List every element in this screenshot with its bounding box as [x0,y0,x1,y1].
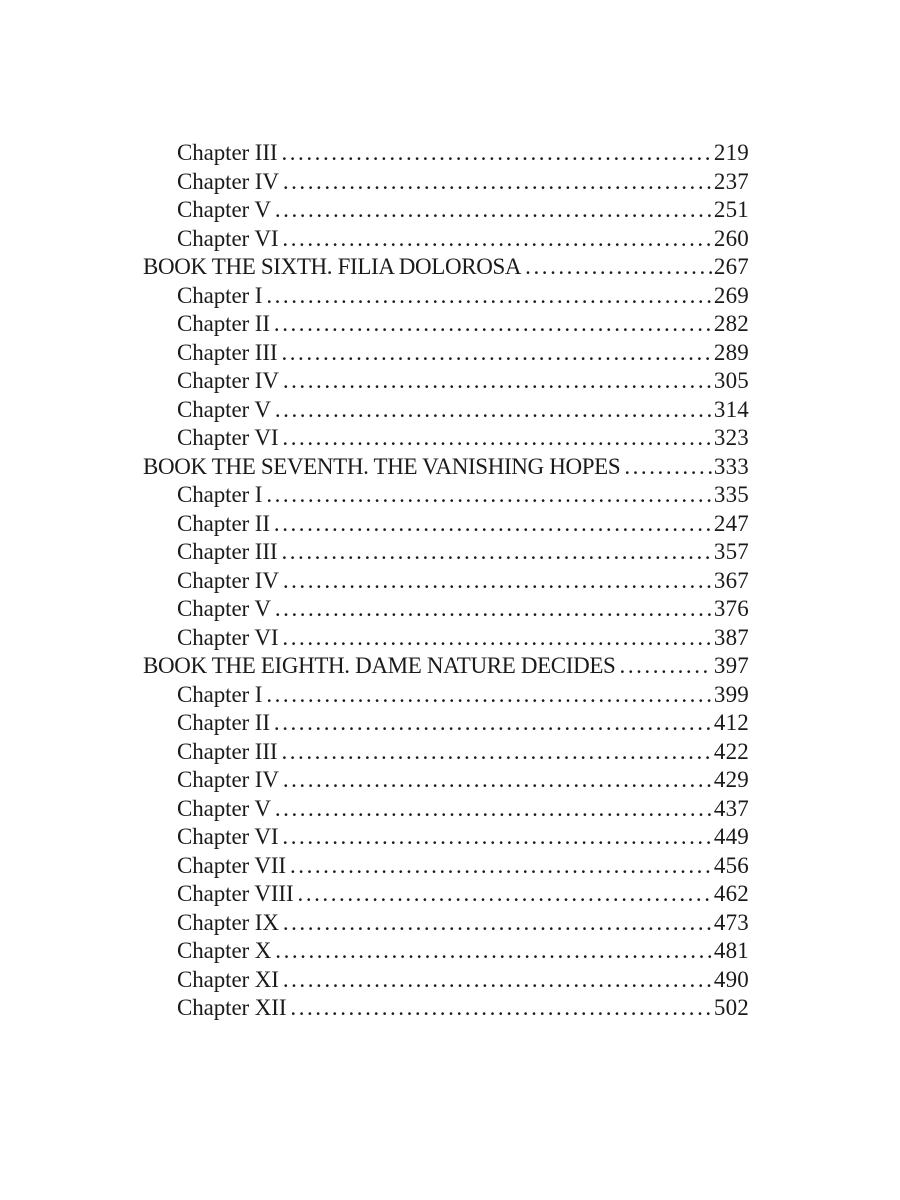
toc-page-number: 282 [713,311,749,336]
toc-page-number: 456 [713,852,749,878]
dot-leader [274,310,712,339]
toc-page-number: 412 [713,710,749,735]
toc-page-number: 269 [713,282,749,308]
toc-page-number: 429 [713,767,749,792]
dot-leader [620,652,712,681]
dot-leader [275,937,712,966]
toc-entry-title: Chapter X [177,938,272,963]
dot-leader [282,823,711,852]
toc-page-number: 335 [713,482,749,507]
toc-chapter-entry [143,396,749,425]
toc-page-number: 481 [713,938,749,963]
toc-page-number: 490 [713,966,749,992]
toc-entry-title: Chapter III [177,539,278,564]
toc-page-number: 289 [713,339,749,365]
toc-page-number: 422 [713,738,749,764]
toc-chapter-entry [143,937,749,966]
toc-entry-title: Chapter V [177,396,271,422]
toc-entry-title: Chapter III [177,140,278,165]
toc-entry-title: Chapter VI [177,225,279,251]
toc-page-number: 333 [713,453,749,479]
toc-entry-title: Chapter II [177,510,270,536]
toc-entry-title: Chapter VI [177,824,279,849]
toc-entry-title: Chapter IV [177,368,279,393]
toc-entry-title: Chapter VI [177,624,279,650]
toc-chapter-entry [143,909,749,938]
toc-entry-title: Chapter V [177,596,271,621]
dot-leader [282,225,711,254]
toc-page-number: 473 [713,909,749,935]
dot-leader [290,994,712,1023]
toc-page-number: 437 [713,795,749,821]
toc-book-heading [143,453,749,482]
toc-chapter-entry [143,624,749,653]
dot-leader [283,966,712,995]
dot-leader [275,196,712,225]
toc-entry-title: BOOK THE SEVENTH. THE VANISHING HOPES [143,453,621,479]
toc-chapter-entry [143,510,749,539]
dot-leader [283,909,712,938]
toc-page-number: 247 [713,510,749,536]
toc-chapter-entry [143,766,749,795]
toc-page-number: 267 [713,254,749,279]
toc-book-heading [143,253,749,282]
dot-leader [275,795,712,824]
toc-chapter-entry [143,196,749,225]
toc-entry-title: Chapter V [177,795,271,821]
toc-book-heading [143,652,749,681]
toc-entry-title: Chapter IV [177,767,279,792]
toc-entry-title: Chapter VIII [177,881,294,906]
toc-page-number: 260 [713,225,749,251]
toc-page-number: 397 [713,653,749,678]
dot-leader [274,510,712,539]
toc-chapter-entry [143,880,749,909]
dot-leader [266,681,712,710]
toc-entry-title: Chapter XI [177,966,279,992]
toc-entry-title: Chapter IV [177,168,279,194]
toc-page-number: 462 [713,881,749,906]
toc-chapter-entry [143,738,749,767]
toc-entry-title: Chapter III [177,339,278,365]
dot-leader [282,624,711,653]
dot-leader [525,253,712,282]
dot-leader [275,396,712,425]
toc-chapter-entry [143,852,749,881]
dot-leader [281,339,711,368]
dot-leader [624,453,712,482]
toc-page-number: 219 [713,140,749,165]
toc-page-number: 449 [713,824,749,849]
toc-chapter-entry [143,538,749,567]
toc-chapter-entry [143,139,749,168]
toc-chapter-entry [143,481,749,510]
dot-leader [283,367,712,396]
toc-chapter-entry [143,310,749,339]
dot-leader [283,168,712,197]
toc-page-number: 314 [713,396,749,422]
dot-leader [281,139,711,168]
toc-entry-title: Chapter I [177,282,263,308]
toc-chapter-entry [143,282,749,311]
toc-entry-title: Chapter I [177,482,263,507]
toc-page-number: 251 [713,197,749,222]
toc-entry-title: Chapter XII [177,995,287,1020]
toc-entry-title: BOOK THE EIGHTH. DAME NATURE DECIDES [143,653,616,678]
toc-entry-title: Chapter II [177,710,270,735]
dot-leader [274,709,712,738]
toc-chapter-entry [143,795,749,824]
toc-entry-title: Chapter VI [177,425,279,450]
toc-chapter-entry [143,367,749,396]
toc-chapter-entry [143,595,749,624]
dot-leader [266,282,712,311]
toc-chapter-entry [143,424,749,453]
toc-entry-title: BOOK THE SIXTH. FILIA DOLOROSA [143,254,522,279]
toc-page-number: 376 [713,596,749,621]
toc-page-number: 387 [713,624,749,650]
toc-page-number: 357 [713,539,749,564]
dot-leader [275,595,712,624]
dot-leader [266,481,712,510]
dot-leader [283,766,712,795]
toc-page-number: 237 [713,168,749,194]
toc-chapter-entry [143,823,749,852]
toc-chapter-entry [143,681,749,710]
toc-page-number: 323 [713,425,749,450]
dot-leader [298,880,712,909]
toc-entry-title: Chapter IX [177,909,279,935]
toc-entry-title: Chapter V [177,197,271,222]
toc-page-number: 399 [713,681,749,707]
toc-entry-title: Chapter I [177,681,263,707]
dot-leader [282,424,711,453]
dot-leader [283,567,712,596]
toc-chapter-entry [143,567,749,596]
toc-entry-title: Chapter VII [177,852,286,878]
toc-chapter-entry [143,168,749,197]
toc-page-number: 367 [713,567,749,593]
toc-entry-title: Chapter III [177,738,278,764]
toc-entry-title: Chapter IV [177,567,279,593]
toc-entry-title: Chapter II [177,311,270,336]
table-of-contents [143,139,749,1023]
dot-leader [281,738,711,767]
toc-chapter-entry [143,225,749,254]
toc-chapter-entry [143,339,749,368]
toc-chapter-entry [143,709,749,738]
toc-page-number: 502 [713,995,749,1020]
toc-chapter-entry [143,966,749,995]
dot-leader [290,852,712,881]
toc-page-number: 305 [713,368,749,393]
dot-leader [281,538,711,567]
toc-chapter-entry [143,994,749,1023]
